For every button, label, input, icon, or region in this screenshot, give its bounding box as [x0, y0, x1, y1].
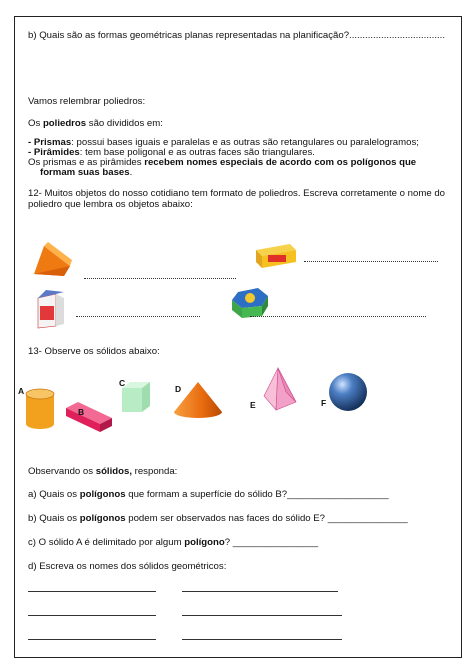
- answer-line-d2[interactable]: [182, 591, 338, 592]
- observe-instruction: Observando os sólidos, responda:: [28, 466, 178, 477]
- question-12-line2: poliedro que lembra os objetos abaixo:: [28, 199, 193, 210]
- answer-line-d1[interactable]: [28, 591, 156, 592]
- question-d: d) Escreva os nomes dos sólidos geométricos:: [28, 561, 227, 572]
- question-c: c) O sólido A é delimitado por algum polígono? ________________: [28, 537, 319, 548]
- polyhedra-division: Os poliedros são divididos em:: [28, 118, 163, 129]
- answer-line-milk-carton[interactable]: [76, 316, 200, 317]
- question-13: 13- Observe os sólidos abaixo:: [28, 346, 160, 357]
- answer-line-snack-box[interactable]: [304, 261, 438, 262]
- answer-line-d4[interactable]: [182, 615, 342, 616]
- solid-label-c: C: [119, 378, 126, 388]
- question-a: a) Quais os polígonos que formam a superfície do sólido B?___________________: [28, 489, 389, 500]
- pyramid-definition: - Pirâmides: tem base poligonal e as outras faces são triangulares.: [28, 147, 315, 158]
- question-a-blank[interactable]: ___________________: [287, 489, 389, 500]
- recap-title: Vamos relembrar poliedros:: [28, 96, 146, 107]
- answer-line-d3[interactable]: [28, 615, 156, 616]
- special-names-line2: formam suas bases.: [40, 167, 133, 178]
- sphere-solid-f: [328, 372, 368, 412]
- cylinder-solid-a: [24, 388, 56, 430]
- answer-line-d5[interactable]: [28, 639, 156, 640]
- special-names-line1: Os prismas e as pirâmides recebem nomes especiais de acordo com os polígonos que: [28, 157, 417, 168]
- question-b-planification: b) Quais são as formas geométricas planas representadas na planificação?....................................: [28, 30, 446, 41]
- solid-label-e: E: [250, 400, 256, 410]
- milk-carton-image: [34, 288, 66, 328]
- pyramid-solid-e: [262, 366, 300, 412]
- rectangular-prism-solid-b: [64, 398, 114, 432]
- answer-line-hexagon-tin[interactable]: [250, 316, 426, 317]
- solid-label-d: D: [175, 384, 182, 394]
- question-b-blank[interactable]: _______________: [327, 513, 408, 524]
- snack-box-image: [254, 242, 298, 268]
- question-b: b) Quais os polígonos podem ser observados nas faces do sólido E? _______________: [28, 513, 408, 524]
- solid-label-f: F: [321, 398, 327, 408]
- solid-label-b: B: [78, 407, 85, 417]
- cheese-wedge-image: [30, 240, 74, 278]
- question-c-blank[interactable]: ________________: [232, 537, 319, 548]
- cone-solid-d: [172, 380, 226, 420]
- question-12-line1: 12- Muitos objetos do nosso cotidiano tem formato de poliedros. Escreva corretamente o nome do: [28, 188, 446, 199]
- prism-definition: - Prismas: possui bases iguais e paralelas e as outras são retangulares ou paralelogramos;: [28, 137, 419, 148]
- answer-line-cheese-wedge[interactable]: [84, 278, 236, 279]
- solid-label-a: A: [18, 386, 25, 396]
- answer-line-d6[interactable]: [182, 639, 342, 640]
- cube-solid-c: [120, 380, 152, 414]
